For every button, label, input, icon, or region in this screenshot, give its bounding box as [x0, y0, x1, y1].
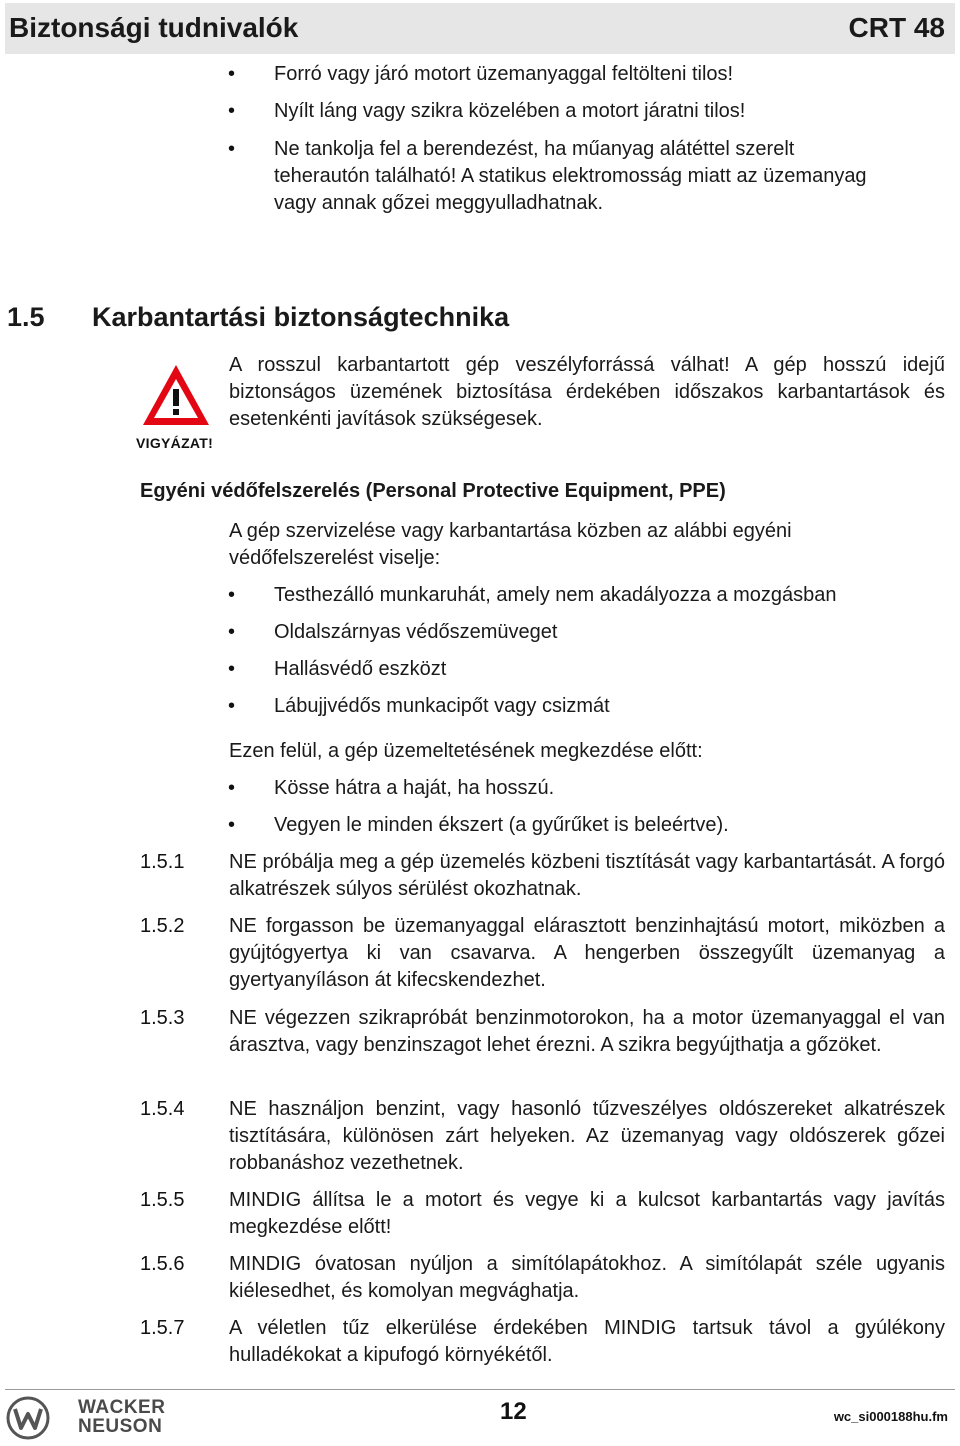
ppe-before-item: Vegyen le minden ékszert (a gyűrűket is beleértve). — [274, 814, 729, 836]
warning-text: A rosszul karbantartott gép veszélyforrássá válhat! A gép hosszú idejű biztonságos üzemének biztosítása érdekében időszakos karbantartások és esetenkénti javítások szükségesek. — [229, 354, 945, 430]
brand-logo-text — [78, 1398, 165, 1436]
ppe-item: Testhezálló munkaruhát, amely nem akadályozza a mozgásban — [274, 584, 837, 606]
section-number: 1.5 — [7, 302, 45, 332]
header-title: Biztonsági tudnivalók — [9, 12, 299, 43]
rule-text: NE forgasson be üzemanyaggal elárasztott benzinhajtású motort, miközben a gyújtógyertya ki van csavarva. A hengerben összegyűlt üzemanyag a gyertyanyíláson át kifecskendezhet. — [229, 915, 945, 991]
rule-number: 1.5.4 — [140, 1098, 185, 1120]
warning-triangle-icon — [140, 362, 212, 428]
intro-bullet: Forró vagy járó motort üzemanyaggal feltölteni tilos! — [274, 63, 734, 85]
rule-number: 1.5.7 — [140, 1317, 185, 1339]
rule-text: NE használjon benzint, vagy hasonló tűzveszélyes oldószereket alkatrészek tisztítására, különösen zárt helyeken. Az üzemanyag vagy oldószerek gőzei robbanáshoz vezethetnek. — [229, 1098, 945, 1174]
rule-text: NE végezzen szikrapróbát benzinmotorokon, ha a motor üzemanyaggal el van árasztva, vagy benzinszagot lehet érezni. A szikra begyújthatja a gőzöket. — [229, 1007, 945, 1056]
bullet-dot: • — [228, 584, 236, 606]
rule-text: A véletlen tűz elkerülése érdekében MINDIG tartsuk távol a gyúlékony hulladékokat a kipufogó környékétől. — [229, 1317, 945, 1366]
bullet-dot: • — [228, 621, 236, 643]
bullet-dot: • — [228, 658, 236, 680]
rule-text: MINDIG óvatosan nyúljon a simítólapátokhoz. A simítólapát széle ugyanis kiélesedhet, és komolyan megvághatja. — [229, 1253, 945, 1302]
rule-number: 1.5.1 — [140, 851, 185, 873]
ppe-intro: A gép szervizelése vagy karbantartása közben az alábbi egyéni védőfelszerelést viselje: — [229, 520, 792, 569]
bullet-dot: • — [228, 63, 236, 85]
rule-number: 1.5.6 — [140, 1253, 185, 1275]
brand-line-1: WACKER — [78, 1397, 166, 1418]
bullet-dot: • — [228, 814, 236, 836]
ppe-before-text: Ezen felül, a gép üzemeltetésének megkezdése előtt: — [229, 740, 703, 762]
header-model: CRT 48 — [848, 12, 945, 43]
bullet-dot: • — [228, 695, 236, 717]
ppe-item: Lábujjvédős munkacipőt vagy csizmát — [274, 695, 610, 717]
bullet-dot: • — [228, 777, 236, 799]
warning-label: VIGYÁZAT! — [136, 435, 214, 451]
bullet-dot: • — [228, 100, 236, 122]
section-title — [7, 302, 509, 333]
ppe-before-item: Kösse hátra a haját, ha hosszú. — [274, 777, 555, 799]
rule-number: 1.5.2 — [140, 915, 185, 937]
ppe-item: Oldalszárnyas védőszemüveget — [274, 621, 558, 643]
intro-bullet: Nyílt láng vagy szikra közelében a motort járatni tilos! — [274, 100, 746, 122]
intro-bullet: Ne tankolja fel a berendezést, ha műanyag alátéttel szerelt teherautón található! A statikus elektromosság miatt az üzemanyag vagy annak gőzei meggyulladhatnak. — [274, 138, 867, 214]
rule-text: NE próbálja meg a gép üzemelés közbeni tisztítását vagy karbantartását. A forgó alkatrészek súlyos sérülést okozhatnak. — [229, 851, 945, 900]
wacker-neuson-logo-icon — [6, 1396, 50, 1440]
ppe-item: Hallásvédő eszközt — [274, 658, 447, 680]
rule-number: 1.5.3 — [140, 1007, 185, 1029]
rule-number: 1.5.5 — [140, 1189, 185, 1211]
page-number: 12 — [500, 1398, 527, 1425]
ppe-title: Egyéni védőfelszerelés (Personal Protective Equipment, PPE) — [140, 480, 726, 502]
brand-line-2: NEUSON — [78, 1416, 163, 1437]
footer-divider — [5, 1389, 955, 1390]
bullet-dot: • — [228, 138, 236, 160]
section-heading: Karbantartási biztonságtechnika — [92, 302, 510, 332]
page-header — [5, 3, 955, 54]
rule-text: MINDIG állítsa le a motort és vegye ki a kulcsot karbantartás vagy javítás megkezdése előtt! — [229, 1189, 945, 1238]
file-reference: wc_si000188hu.fm — [833, 1409, 948, 1424]
